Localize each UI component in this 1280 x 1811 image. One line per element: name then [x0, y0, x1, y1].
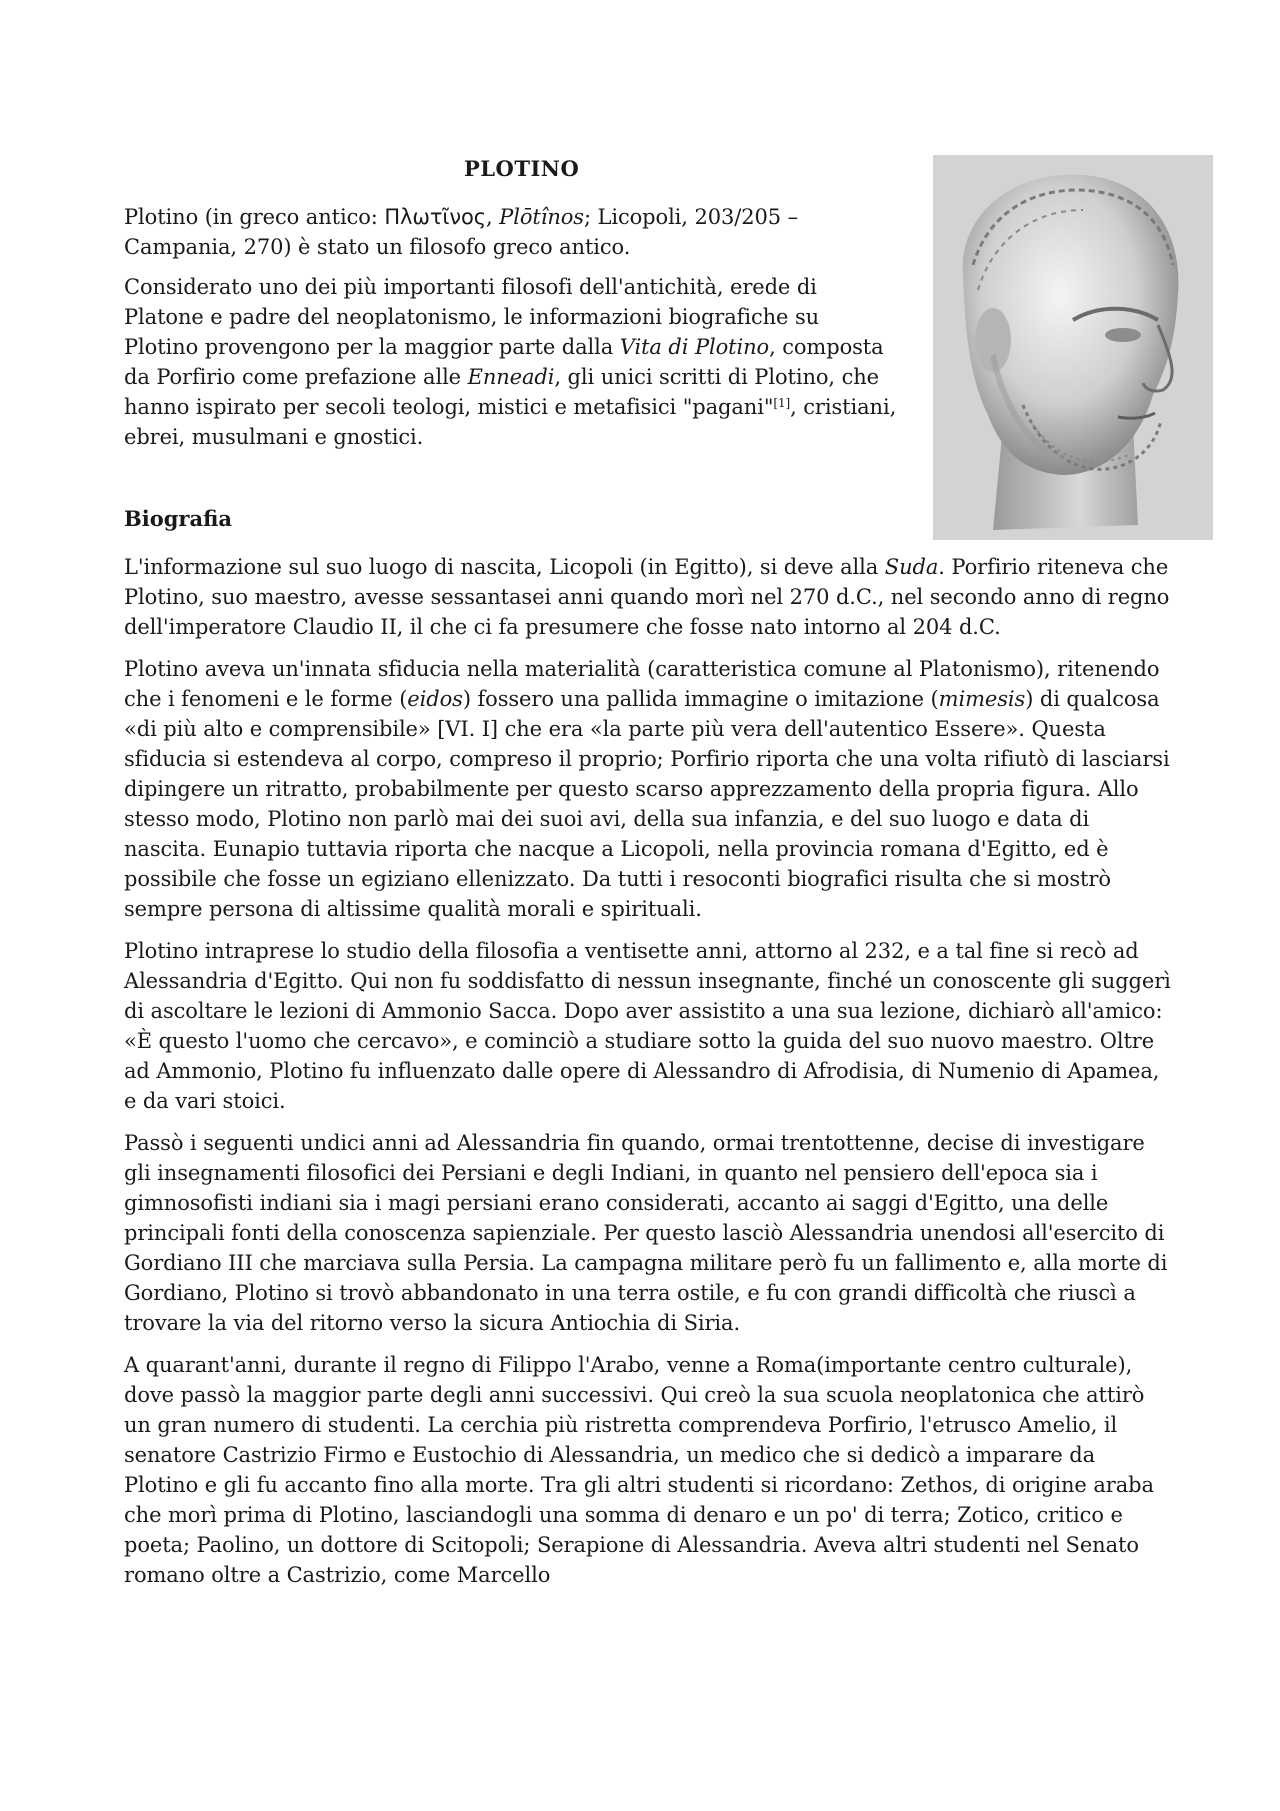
body-text: ) fossero una pallida immagine o imitazione ( — [462, 687, 939, 711]
intro-section — [124, 202, 897, 452]
section-heading-biografia: Biografia — [124, 506, 232, 531]
intro-paragraph-1 — [124, 202, 884, 262]
body-text: Plotino aveva un'innata sfiducia nella materialità (caratteristica comune al Platonismo), ritenendo che i fenomeni e le forme ( — [124, 657, 1160, 711]
document-title: PLOTINO — [464, 156, 580, 181]
intro-text: , gli unici scritti di Plotino, che hanno ispirato per secoli teologi, mistici e metafisici "pagani" — [124, 365, 879, 419]
body-text: . Porfirio riteneva che Plotino, suo maestro, avesse sessantasei anni quando morì nel 270 d.C., nel secondo anno di regno dell'imperatore Claudio II, il che ci fa presumere che fosse nato intorno al 204 d.C. — [124, 555, 1170, 639]
biography-paragraph-5: A quarant'anni, durante il regno di Filippo l'Arabo, venne a Roma(importante centro culturale), dove passò la maggior parte degli anni successivi. Qui creò la sua scuola neoplatonica che attirò un gran numero di studenti. La cerchia più ristretta comprendeva Porfirio, l'etrusco Amelio, il senatore Castrizio Firmo e Eustochio di Alessandria, un medico che si dedicò a imparare da Plotino e gli fu accanto fino alla morte. Tra gli altri studenti si ricordano: Zethos, di origine araba che morì prima di Plotino, lasciandogli una somma di denaro e un po' di terra; Zotico, critico e poeta; Paolino, un dottore di Scitopoli; Serapione di Alessandria. Aveva altri studenti nel Senato romano oltre a Castrizio, come Marcello — [124, 1353, 1154, 1587]
intro-text: ; Licopoli, 203/205 – Campania, 270) è stato un filosofo greco antico. — [124, 205, 798, 259]
enneadi-title: Enneadi — [467, 365, 555, 389]
footnote-link[interactable]: [1] — [773, 396, 791, 410]
intro-text: , cristiani, ebrei, musulmani e gnostici. — [124, 395, 897, 449]
biography-paragraph-3: Plotino intraprese lo studio della filosofia a ventisette anni, attorno al 232, e a tal fine si recò ad Alessandria d'Egitto. Qui non fu soddisfatto di nessun insegnante, finché un conoscente gli suggerì di ascoltare le lezioni di Ammonio Sacca. Dopo aver assistito a una sua lezione, dichiarò all'amico: «È questo l'uomo che cercavo», e cominciò a studiare sotto la guida del suo nuovo maestro. Oltre ad Ammonio, Plotino fu influenzato dalle opere di Alessandro di Afrodisia, di Numenio di Apamea, e da vari stoici. — [124, 939, 1171, 1113]
biography-paragraph-4: Passò i seguenti undici anni ad Alessandria fin quando, ormai trentottenne, decise di investigare gli insegnamenti filosofici dei Persiani e degli Indiani, in quanto nel pensiero dell'epoca sia i gimnosofisti indiani sia i magi persiani erano considerati, accanto ai saggi d'Egitto, una delle principali fonti della conoscenza sapienziale. Per questo lasciò Alessandria unendosi all'esercito di Gordiano III che marciava sulla Persia. La campagna militare però fu un fallimento e, alla morte di Gordiano, Plotino si trovò abbandonato in una terra ostile, e fu con grandi difficoltà che riuscì a trovare la via del ritorno verso la sicura Antiochia di Siria. — [124, 1131, 1168, 1335]
biography-paragraph-1 — [124, 552, 1174, 642]
vita-title: Vita di Plotino — [619, 335, 770, 359]
biography-section — [124, 552, 1174, 1602]
intro-text: Considerato uno dei più importanti filosofi dell'antichità, erede di Platone e padre del neoplatonismo, le informazioni biografiche su Plotino provengono per la maggior parte dalla — [124, 275, 820, 359]
eidos-term: eidos — [407, 687, 463, 711]
transliteration: Plōtînos — [499, 205, 584, 229]
intro-text: , composta da Porfirio come prefazione alle — [124, 335, 884, 389]
plotinus-bust-portrait — [933, 155, 1213, 540]
body-text: ) di qualcosa «di più alto e comprensibile» [VI. I] che era «la parte più vera dell'autentico Essere». Questa sfiducia si estendeva al corpo, compreso il proprio; Porfirio riporta che una volta rifiutò di lasciarsi dipingere un ritratto, probabilmente per questo scarso apprezzamento della propria figura. Allo stesso modo, Plotino non parlò mai dei suoi avi, della sua infanzia, e del suo luogo e data di nascita. Eunapio tuttavia riporta che nacque a Licopoli, nella provincia romana d'Egitto, ed è possibile che fosse un egiziano ellenizzato. Da tutti i resoconti biografici risulta che si mostrò sempre persona di altissime qualità morali e spirituali. — [124, 687, 1170, 921]
suda-title: Suda — [884, 555, 939, 579]
bust-illustration-icon — [933, 155, 1213, 540]
mimesis-term: mimesis — [938, 687, 1026, 711]
greek-name: Πλωτῖνος — [384, 205, 487, 229]
intro-paragraph-2 — [124, 272, 899, 452]
intro-text: Plotino (in greco antico: — [124, 205, 385, 229]
body-text: L'informazione sul suo luogo di nascita, Licopoli (in Egitto), si deve alla — [124, 555, 885, 579]
intro-text: , — [486, 205, 500, 229]
biography-paragraph-2 — [124, 654, 1174, 924]
